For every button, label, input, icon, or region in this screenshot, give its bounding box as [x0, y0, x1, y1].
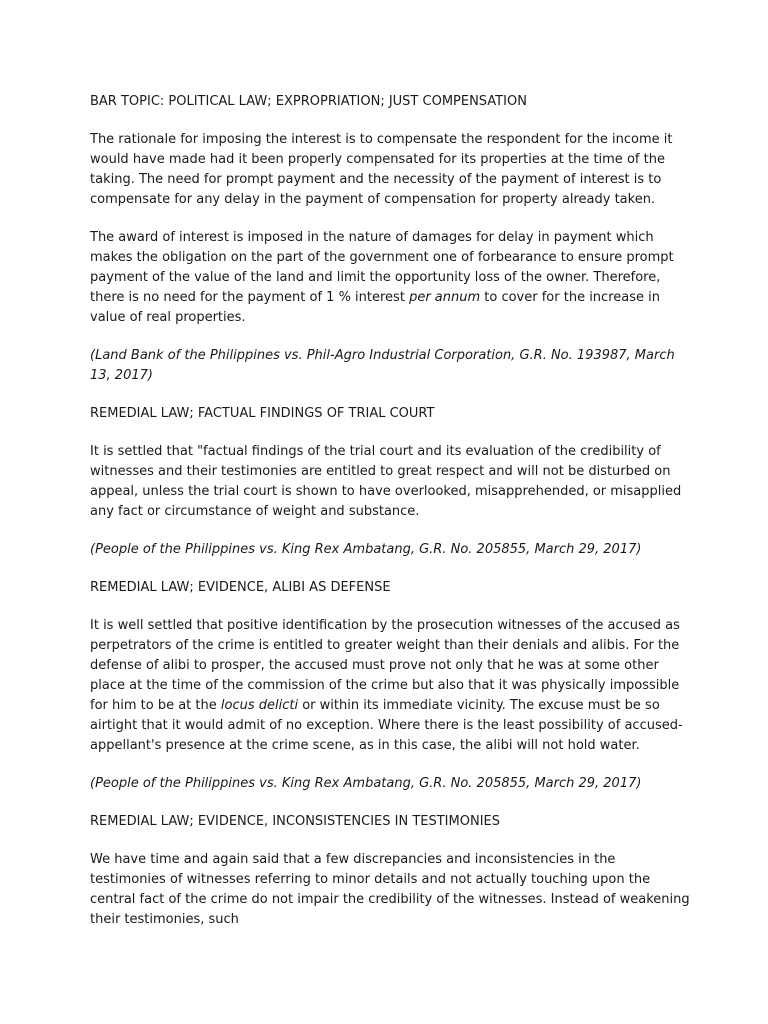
paragraph-alibi — [90, 616, 690, 756]
section-heading-expropriation: BAR TOPIC: POLITICAL LAW; EXPROPRIATION; JUST COMPENSATION — [90, 94, 527, 109]
section-heading-factual-findings: REMEDIAL LAW; FACTUAL FINDINGS OF TRIAL COURT — [90, 406, 435, 421]
paragraph-inconsistencies: We have time and again said that a few discrepancies and inconsistencies in the testimonies of witnesses referring to minor details and not actually touching upon the central fact of the crime do not impair the credibility of the witnesses. Instead of weakening their testimonies, such — [90, 852, 690, 927]
section-heading-inconsistencies: REMEDIAL LAW; EVIDENCE, INCONSISTENCIES IN TESTIMONIES — [90, 814, 500, 829]
paragraph-factual-findings: It is settled that "factual findings of the trial court and its evaluation of the credibility of witnesses and their testimonies are entitled to great respect and will not be disturbed on appeal, unless the trial court is shown to have overlooked, misapprehended, or misapplied any fact or circumstance of weight and substance. — [90, 444, 682, 519]
italic-term-locus-delicti: locus delicti — [220, 698, 299, 713]
italic-term-per-annum: per annum — [409, 290, 481, 305]
paragraph-text: It is well settled that positive identification by the prosecution witnesses of the accused as perpetrators of the crime is entitled to greater weight than their denials and alibis. For the defense of alibi to prosper, the accused must prove not only that he was at some other place at the time of the commission of the crime but also that it was physically impossible for him to be at the — [90, 618, 680, 713]
paragraph-text: to cover for the increase in value of real properties. — [90, 290, 660, 325]
paragraph-text: The award of interest is imposed in the nature of damages for delay in payment which makes the obligation on the part of the government one of forbearance to ensure prompt payment of the value of the land and limit the opportunity loss of the owner. Therefore, there is no need for the payment of 1 % interest — [90, 230, 674, 305]
citation-ambatang-2: (People of the Philippines vs. King Rex Ambatang, G.R. No. 205855, March 29, 2017) — [90, 776, 642, 791]
document-page — [90, 92, 690, 948]
citation-ambatang-1: (People of the Philippines vs. King Rex Ambatang, G.R. No. 205855, March 29, 2017) — [90, 542, 642, 557]
citation-land-bank: (Land Bank of the Philippines vs. Phil-Agro Industrial Corporation, G.R. No. 193987, March 13, 2017) — [90, 348, 675, 383]
paragraph-interest-rationale: The rationale for imposing the interest is to compensate the respondent for the income it would have made had it been properly compensated for its properties at the time of the taking. The need for prompt payment and the necessity of the payment of interest is to compensate for any delay in the payment of compensation for property already taken. — [90, 132, 673, 207]
paragraph-text: or within its immediate vicinity. The excuse must be so airtight that it would admit of no exception. Where there is the least possibility of accused-appellant's presence at the crime scene, as in this case, the alibi will not hold water. — [90, 698, 683, 753]
paragraph-interest-award — [90, 228, 690, 328]
section-heading-alibi: REMEDIAL LAW; EVIDENCE, ALIBI AS DEFENSE — [90, 580, 391, 595]
